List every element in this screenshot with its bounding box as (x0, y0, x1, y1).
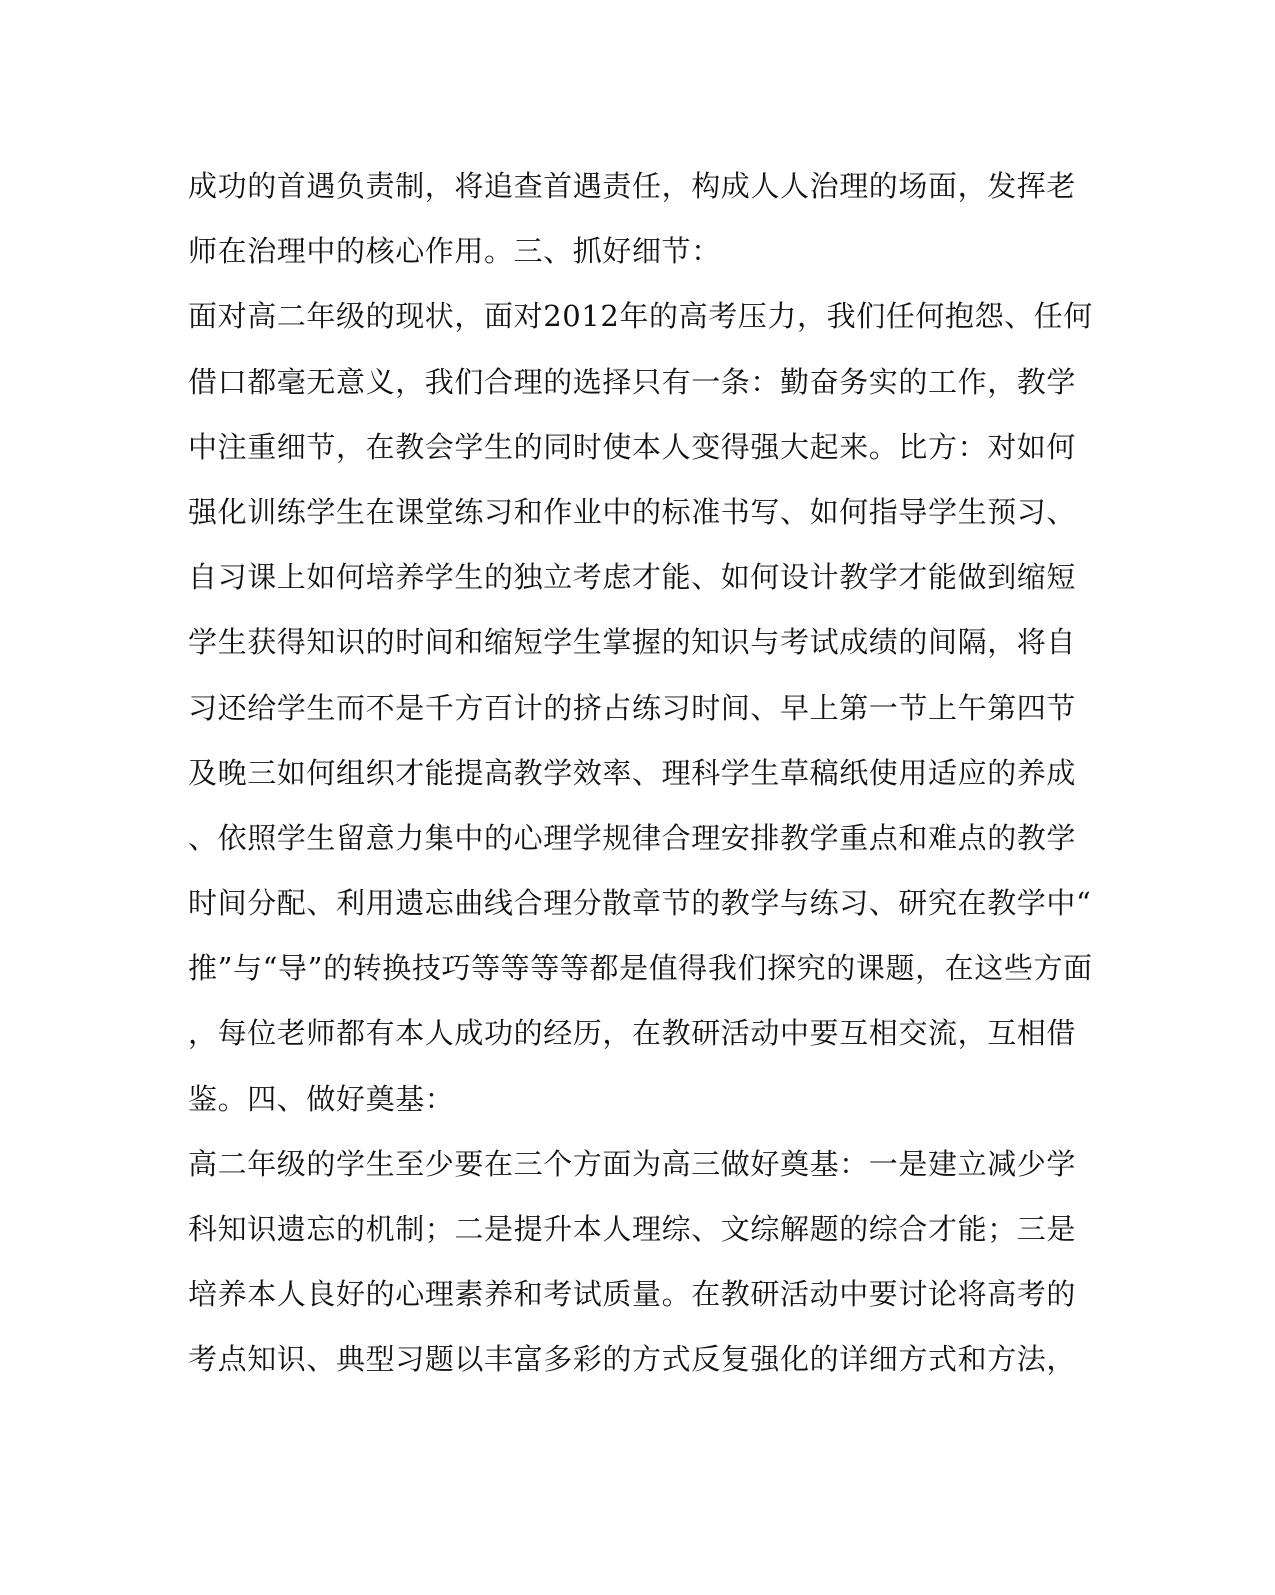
text-line: 成功的首遇负责制，将追查首遇责任，构成人人治理的场面，发挥老 (188, 169, 1077, 203)
text-line: ，每位老师都有本人成功的经历，在教研活动中要互相交流，互相借 (188, 1016, 1077, 1051)
text-line: 自习课上如何培养学生的独立考虑才能、如何设计教学才能做到缩短 (188, 560, 1077, 595)
text-line: 习还给学生而不是千方百计的挤占练习时间、早上第一节上午第四节 (188, 690, 1077, 725)
text-line: 科知识遗忘的机制；二是提升本人理综、文综解题的综合才能；三是 (188, 1212, 1077, 1246)
text-line: 鉴。四、做好奠基： (188, 1081, 455, 1116)
text-line: 学生获得知识的时间和缩短学生掌握的知识与考试成绩的间隔，将自 (188, 625, 1077, 660)
text-line: 高二年级的学生至少要在三个方面为高三做好奠基：一是建立减少学 (188, 1146, 1077, 1181)
body-text (188, 154, 1094, 1393)
text-line: 强化训练学生在课堂练习和作业中的标准书写、如何指导学生预习、 (188, 494, 1077, 529)
text-line: 中注重细节，在教会学生的同时使本人变得强大起来。比方：对如何 (188, 429, 1077, 464)
text-line: 面对高二年级的现状，面对2012年的高考压力，我们任何抱怨、任何 (188, 299, 1094, 334)
text-line: 推”与“导”的转换技巧等等等等都是值得我们探究的课题，在这些方面 (188, 951, 1093, 986)
text-line: 师在治理中的核心作用。三、抓好细节： (188, 234, 721, 269)
text-line: 培养本人良好的心理素养和考试质量。在教研活动中要讨论将高考的 (188, 1277, 1077, 1312)
text-line: 、依照学生留意力集中的心理学规律合理安排教学重点和难点的教学 (188, 820, 1077, 855)
text-line: 借口都毫无意义，我们合理的选择只有一条：勤奋务实的工作，教学 (188, 364, 1077, 399)
text-line: 及晚三如何组织才能提高教学效率、理科学生草稿纸使用适应的养成 (188, 755, 1077, 790)
text-line: 时间分配、利用遗忘曲线合理分散章节的教学与练习、研究在教学中“ (188, 886, 1092, 921)
text-line: 考点知识、典型习题以丰富多彩的方式反复强化的详细方式和方法， (188, 1342, 1077, 1377)
